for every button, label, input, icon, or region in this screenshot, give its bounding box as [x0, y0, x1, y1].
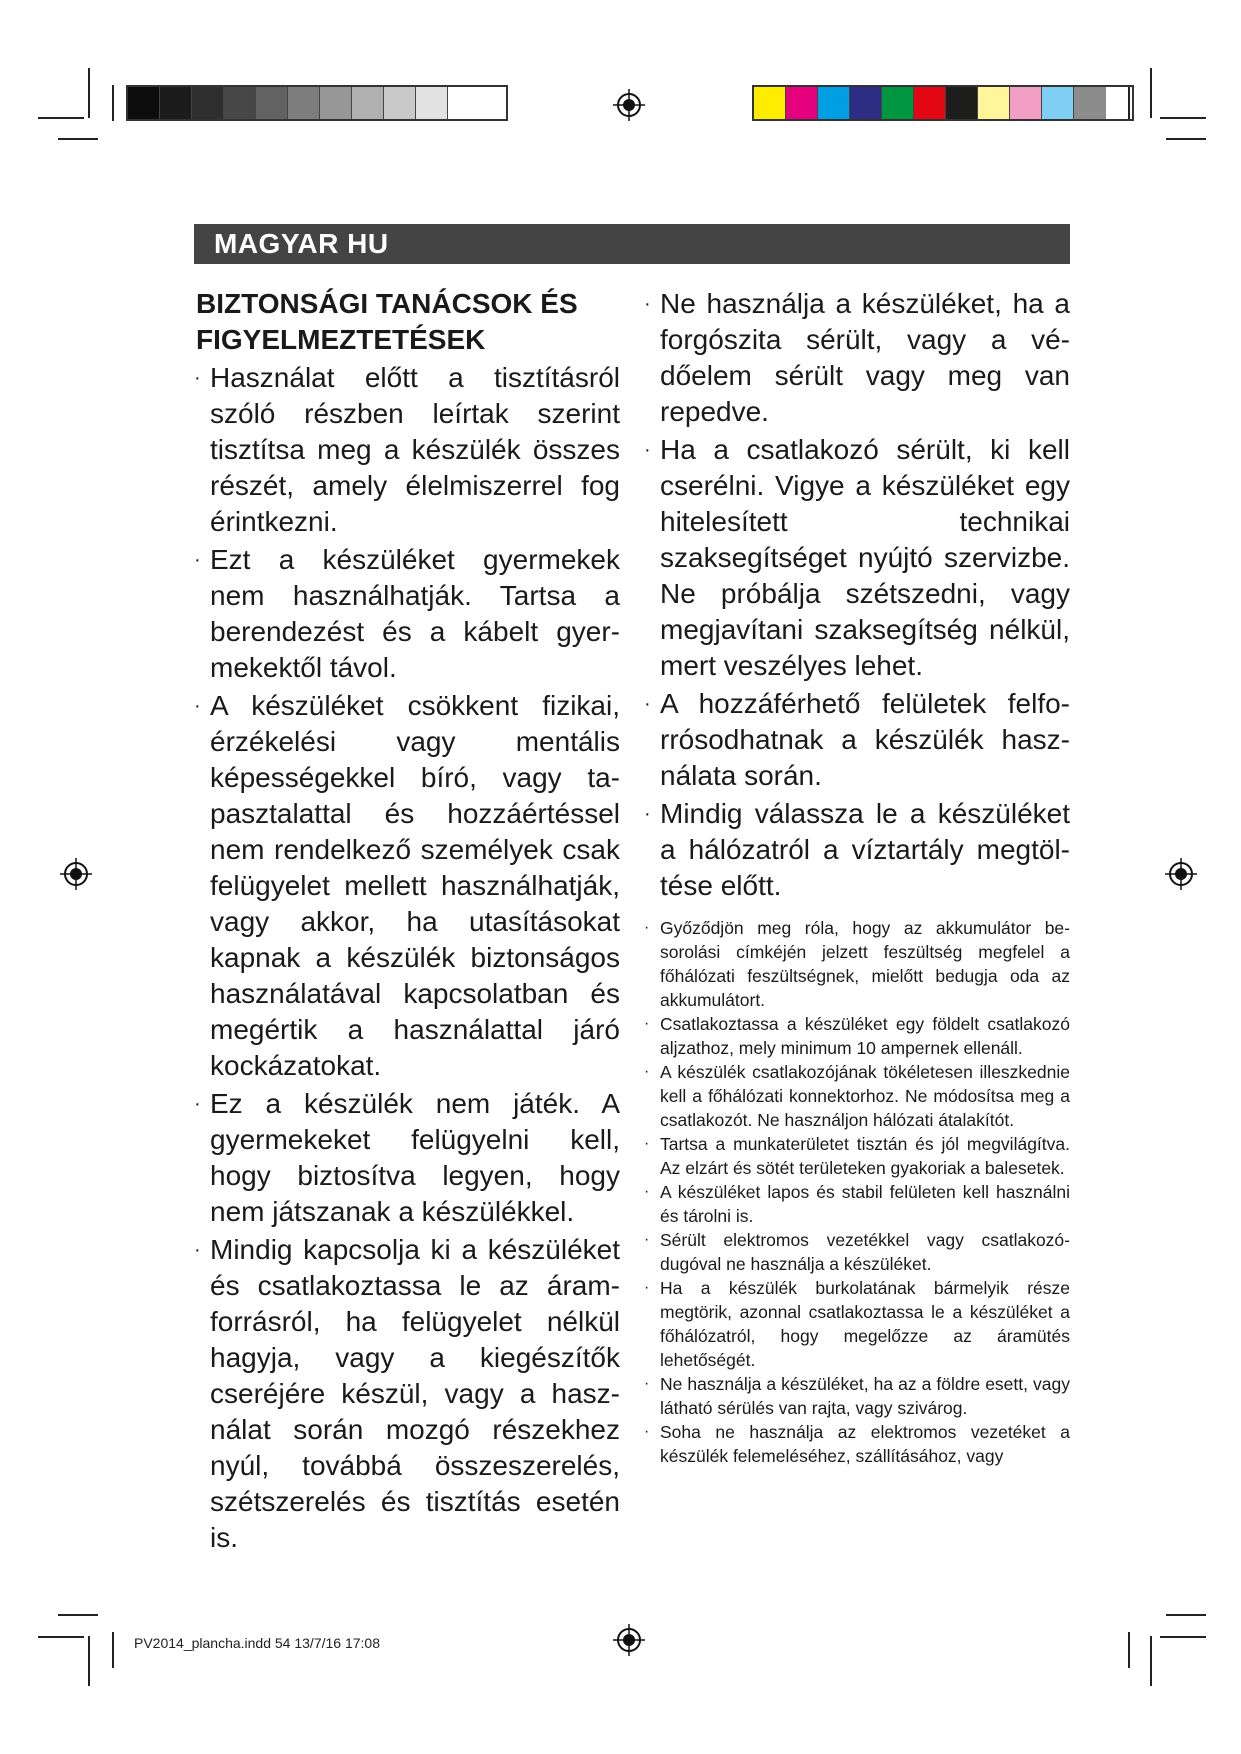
small-warning-item: · Sérült elektromos vezetékkel vagy csatlakozódugóval ne használja a készüléket.	[646, 1228, 1070, 1276]
process-color-swatch	[1042, 87, 1074, 119]
grayscale-swatch	[128, 87, 160, 119]
grayscale-swatch	[352, 87, 384, 119]
process-color-swatch	[754, 87, 786, 119]
left-warning-list	[196, 360, 620, 1556]
process-color-swatch	[978, 87, 1010, 119]
warning-item: · A hozzáférhető felületek felforrósodhatnak a készülék használata során.	[646, 686, 1070, 794]
warning-item: · Mindig válassza le a készüléket a hálózatról a víztartály megtöltése előtt.	[646, 796, 1070, 904]
grayscale-swatch	[384, 87, 416, 119]
process-color-swatch	[1074, 87, 1106, 119]
grayscale-swatch	[448, 87, 480, 119]
crop-mark-bl-v	[88, 1636, 90, 1686]
small-warning-item: · Ne használja a készüléket, ha az a földre esett, vagy látható sérülés van rajta, vagy szivárog.	[646, 1372, 1070, 1420]
crop-mark-tr-h2	[1166, 138, 1206, 140]
grayscale-swatch	[416, 87, 448, 119]
crop-mark-tl-h	[38, 117, 84, 119]
crop-mark-tr-v	[1150, 68, 1152, 118]
process-color-swatch	[1010, 87, 1042, 119]
crop-mark-bl-h2	[38, 1636, 84, 1638]
crop-mark-br-h2	[1160, 1636, 1206, 1638]
grayscale-swatch	[224, 87, 256, 119]
small-warning-item: · A készüléket lapos és stabil felületen kell használni és tárolni is.	[646, 1180, 1070, 1228]
grayscale-swatch	[160, 87, 192, 119]
warning-item: · Ne használja a készüléket, ha a forgószita sérült, vagy a védőelem sérült vagy meg van repedve.	[646, 286, 1070, 430]
left-column	[196, 286, 620, 1558]
crop-mark-tl-v	[88, 68, 90, 118]
grayscale-swatch	[256, 87, 288, 119]
crop-mark-tr-h	[1160, 117, 1206, 119]
section-title-line-1: BIZTONSÁGI TANÁCSOK ÉS	[196, 288, 578, 319]
section-title-line-2: FIGYELMEZTETÉSEK	[196, 324, 486, 355]
crop-mark-tl-h2	[58, 138, 98, 140]
grayscale-swatch	[192, 87, 224, 119]
warning-item: · Mindig kapcsolja ki a készüléket és csatlakoztassa le az áramforrásról, ha felügyelet nélkül hagyja, vagy a kiegészítők cseréjére készül, vagy a használat során mozgó részekhez nyúl, továbbá összeszerelés, szétszerelés és tisztítás esetén is.	[196, 1232, 620, 1556]
warning-item: · Ezt a készüléket gyermekek nem használhatják. Tartsa a berendezést és a kábelt gyermekektől távol.	[196, 542, 620, 686]
right-column	[646, 286, 1070, 1468]
registration-mark-bottom-icon	[612, 1623, 646, 1657]
right-small-warning-list	[646, 916, 1070, 1468]
small-warning-item: · A készülék csatlakozójának tökéletesen illeszkednie kell a főhálózati konnektorhoz. Ne módosítsa meg a csatlakozót. Ne használjon hálózati átalakítót.	[646, 1060, 1070, 1132]
warning-item: · A készüléket csökkent fizikai, érzékelési vagy mentális képességekkel bíró, vagy tapasztalattal és hozzáértéssel nem rendelkező személyek csak felügyelet mellett használhatják, vagy akkor, ha utasításokat kapnak a készülék biztonságos használatával kapcsolatban és megértik a használattal járó kockázatokat.	[196, 688, 620, 1084]
crop-mark-bl-v2	[112, 1632, 114, 1668]
crop-mark-tl-v2	[112, 85, 114, 121]
print-slug: PV2014_plancha.indd 54 13/7/16 17:08	[134, 1635, 380, 1651]
process-color-swatch	[946, 87, 978, 119]
small-warning-item: · Győződjön meg róla, hogy az akkumulátor besorolási címkéjén jelzett feszültség megfelel a főhálózati feszültségnek, mielőtt bedugja oda az akkumulátort.	[646, 916, 1070, 1012]
process-color-swatch	[850, 87, 882, 119]
small-warning-item: · Ha a készülék burkolatának bármelyik része megtörik, azonnal csatlakoztassa le a készüléket a főhálózatról, hogy megelőzze az áramütés lehetőségét.	[646, 1276, 1070, 1372]
process-color-swatch	[818, 87, 850, 119]
registration-mark-top-icon	[612, 88, 646, 122]
small-warning-item: · Tartsa a munkaterületet tisztán és jól megvilágítva. Az elzárt és sötét területeken gyakoriak a balesetek.	[646, 1132, 1070, 1180]
crop-mark-bl-h	[58, 1614, 98, 1616]
process-color-swatch	[882, 87, 914, 119]
grayscale-swatch	[288, 87, 320, 119]
warning-item: · Ha a csatlakozó sérült, ki kell cserélni. Vigye a készüléket egy hitelesített technikai szaksegítséget nyújtó szervizbe. Ne próbálja szétszedni, vagy megjavítani szaksegítség nélkül, mert veszélyes lehet.	[646, 432, 1070, 684]
registration-mark-right-icon	[1164, 857, 1198, 891]
crop-mark-br-v2	[1128, 1632, 1130, 1668]
grayscale-swatch	[320, 87, 352, 119]
registration-mark-left-icon	[59, 857, 93, 891]
grayscale-color-bar	[126, 85, 508, 121]
small-warning-item: · Csatlakoztassa a készüléket egy földelt csatlakozó aljzathoz, mely minimum 10 ampernek ellenáll.	[646, 1012, 1070, 1060]
warning-item: · Használat előtt a tisztításról szóló részben leírtak szerint tisztítsa meg a készülék összes részét, amely élelmiszerrel fog érintkezni.	[196, 360, 620, 540]
section-title	[196, 286, 620, 358]
right-warning-list	[646, 286, 1070, 904]
language-header: MAGYAR HU	[194, 224, 1070, 264]
warning-item: · Ez a készülék nem játék. A gyermekeket felügyelni kell, hogy biztosítva legyen, hogy nem játszanak a készülékkel.	[196, 1086, 620, 1230]
process-color-swatch	[786, 87, 818, 119]
process-color-swatch	[914, 87, 946, 119]
crop-mark-br-v	[1150, 1636, 1152, 1686]
process-color-bar	[752, 85, 1134, 121]
small-warning-item: · Soha ne használja az elektromos vezetéket a készülék felemeléséhez, szállításához, vagy	[646, 1420, 1070, 1468]
crop-mark-br-h	[1166, 1614, 1206, 1616]
